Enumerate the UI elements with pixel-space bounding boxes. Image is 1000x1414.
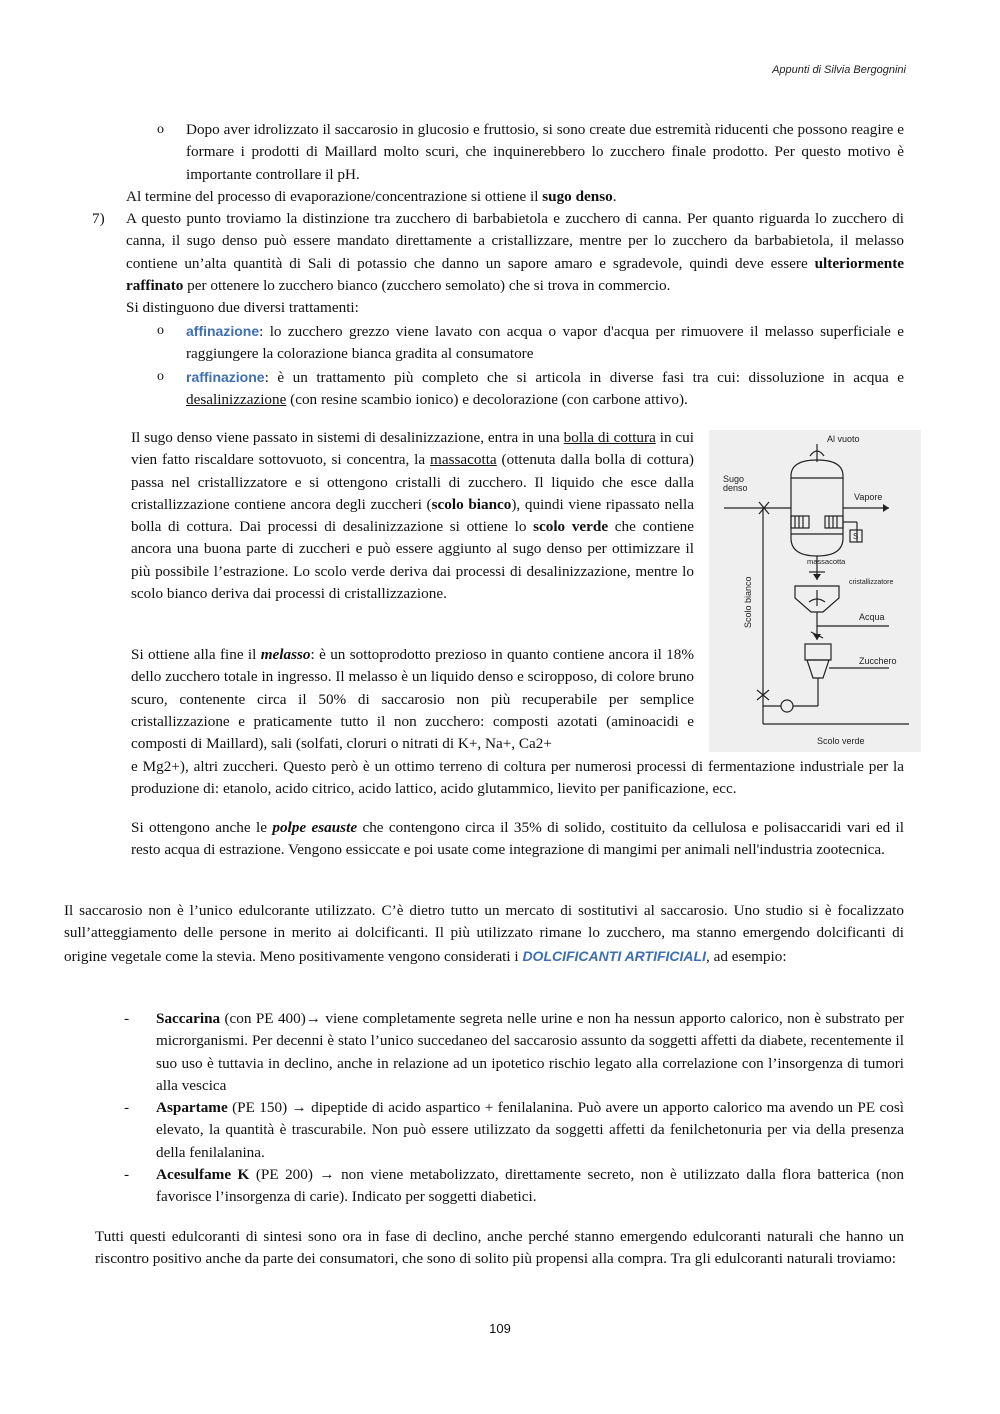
sugo-text: ), quindi viene ripassato nella bolla di cottura. Dai processi di desalinizzazione si ottiene lo xyxy=(131,495,694,536)
sweetener-text: dipeptide di acido aspartico + fenilalanina. Può avere un apporto calorico ma avendo un PE così elevato, la quantità è trascurabile. Non può essere utilizzato da soggetti affetti da fenilchetonuria per via della presenza della fenilalanina. xyxy=(156,1099,904,1161)
saccarosio-text: , ad esempio: xyxy=(705,947,787,965)
evap-bold: sugo denso xyxy=(542,188,613,205)
sweetener-acesulfame xyxy=(156,1164,904,1209)
evaporation-line xyxy=(126,186,906,208)
polpe-text: Si ottengono anche le xyxy=(131,819,273,836)
label-acqua: Acqua xyxy=(859,612,885,622)
item7-line2: Si distinguono due diversi trattamenti: xyxy=(126,299,359,316)
list-dash: - xyxy=(124,1099,130,1116)
label-sugo: Sugo xyxy=(723,474,745,484)
bullet-marker: o xyxy=(157,122,164,137)
label-denso: denso xyxy=(723,483,748,493)
final-paragraph: Tutti questi edulcoranti di sintesi sono ora in fase di declino, anche perché stanno emergendo edulcoranti naturali che hanno un riscontro positivo anche da parte dei consumatori, che sono di solito più propensi alla compra. Tra gli edulcoranti naturali troviamo: xyxy=(95,1228,904,1268)
sweetener-pe: (con PE 400) xyxy=(220,1010,306,1027)
evap-text: Al termine del processo di evaporazione/concentrazione si ottiene il xyxy=(126,188,543,205)
sweetener-saccarina xyxy=(156,1008,904,1097)
page-number: 109 xyxy=(489,1321,511,1336)
term-affinazione: affinazione xyxy=(186,323,260,339)
sweetener-pe: (PE 150) xyxy=(227,1099,292,1116)
sweetener-aspartame xyxy=(156,1097,904,1164)
sugo-text: Il sugo denso viene passato in sistemi di desalinizzazione, entra in una xyxy=(131,429,564,446)
label-massacotta: massacotta xyxy=(807,557,846,566)
sugo-paragraph xyxy=(131,427,694,605)
arrow-icon: → xyxy=(291,1099,307,1116)
item7-text-end: per ottenere lo zucchero bianco (zucchero semolato) che si trova in commercio. xyxy=(183,276,671,294)
sugo-underlined: bolla di cottura xyxy=(563,429,656,446)
melasso-text: Si ottiene alla fine il xyxy=(131,646,261,663)
page-header: Appunti di Silvia Bergognini xyxy=(772,64,906,76)
sweetener-pe: (PE 200) xyxy=(249,1166,320,1183)
item-number: 7) xyxy=(92,210,105,227)
sweetener-text: viene completamente segreta nelle urine e non ha nessun apporto calorico, non è substrato per microrganismi. Per decenni è stato l’unico succedaneo del saccarosio assunto da soggetti affetti da diabete, recentemente il suo uso è tuttavia in declino, anche in relazione ad un ipotetico rischio legato alla correlazione con l’insorgenza di tumori alla vescica xyxy=(156,1010,904,1094)
label-vuoto: Al vuoto xyxy=(827,434,860,444)
label-scolo-bianco: Scolo bianco xyxy=(743,576,753,628)
treatment-affinazione xyxy=(186,320,904,366)
artificial-sweeteners-term: DOLCIFICANTI ARTIFICIALI xyxy=(522,947,706,964)
sugo-underlined: massacotta xyxy=(430,451,497,469)
melasso-text: : è un sottoprodotto prezioso in quanto contiene ancora il 18% dello zucchero totale in ingresso. Il melasso è un liquido denso e sciropposo, di colore bruno scuro, contenente circa il 50% di saccarosio non più recuperabile per semplice cristallizzazione e praticamente tutto il non zucchero: composti azotati (aminoacidi e composti di Maillard), sali (solfati, cloruri o nitrati di K+, Na+, Ca2+ xyxy=(131,646,694,753)
item7-bold: ulteriormente raffinato xyxy=(126,254,904,294)
label-s: S xyxy=(853,532,859,541)
sugo-bold: scolo bianco xyxy=(431,495,512,513)
label-scolo-verde: Scolo verde xyxy=(817,736,865,746)
affinazione-text: : lo zucchero grezzo viene lavato con acqua o vapor d'acqua per rimuovere il melasso superficiale e raggiungere la colorazione bianca gradita al consumatore xyxy=(186,323,904,363)
sweetener-name: Acesulfame K xyxy=(156,1166,250,1183)
melasso-term: melasso xyxy=(260,646,311,663)
label-zucchero: Zucchero xyxy=(859,656,897,666)
item7-text: A questo punto troviamo la distinzione tra zucchero di barbabietola e zucchero di canna. Per quanto riguarda lo zucchero di canna, il sugo denso può essere mandato direttamente a cristallizzare, mentre per lo zucchero da barbabietola, il melasso contiene un’alta quantità di Sali di potassio che danno un sapore amaro e sgradevole, quindi deve essere xyxy=(126,210,904,272)
sugo-text: (ottenuta dalla bolla di cottura) passa nel cristallizzatore e si ottengono cristalli di zucchero. Il liquido che esce dalla cristallizzazione contiene ancora degli zuccheri ( xyxy=(131,451,694,513)
sugar-crystallization-diagram xyxy=(709,430,921,752)
melasso-paragraph xyxy=(131,644,694,755)
saccarosio-paragraph xyxy=(64,900,904,968)
arrow-icon: → xyxy=(305,1010,321,1027)
bullet-marker: o xyxy=(157,323,164,338)
polpe-term: polpe esauste xyxy=(272,819,358,836)
sugo-text: in cui vien fatto riscaldare sottovuoto, si concentra, la xyxy=(131,429,694,469)
sugo-text: che contiene ancora una buona parte di zuccheri e può essere aggiunto al sugo denso per ottimizzare il più possibile l’estrazione. Lo scolo verde deriva dai processi di desalinizzazione, mentre lo scolo bianco deriva dai processi di cristallizzazione. xyxy=(131,518,694,603)
treatment-raffinazione xyxy=(186,366,904,412)
label-cristallizzatore: cristallizzatore xyxy=(849,579,894,586)
sweetener-name: Aspartame xyxy=(156,1099,228,1116)
raffinazione-text: : è un trattamento più completo che si articola in diverse fasi tra cui: dissoluzione in acqua e xyxy=(264,369,904,386)
list-dash: - xyxy=(124,1166,130,1183)
sweetener-name: Saccarina xyxy=(156,1010,221,1027)
raffinazione-text-end: (con resine scambio ionico) e decolorazione (con carbone attivo). xyxy=(286,391,688,409)
label-vapore: Vapore xyxy=(854,492,883,502)
term-raffinazione: raffinazione xyxy=(186,369,265,385)
bullet-marker: o xyxy=(157,369,164,384)
melasso-continuation: e Mg2+), altri zuccheri. Questo però è un ottimo terreno di coltura per numerosi processi di fermentazione industriale per la produzione di: etanolo, acido citrico, acido lattico, acido glutammico, lievito per panificazione, ecc. xyxy=(131,758,904,798)
evap-end: . xyxy=(612,188,617,205)
hydrolysis-bullet: Dopo aver idrolizzato il saccarosio in glucosio e fruttosio, si sono create due estremità riducenti che possono reagire e formare i prodotti di Maillard molto scuri, che inquinerebbero lo zucchero finale prodotto. Per questo motivo è importante controllare il pH. xyxy=(186,121,904,183)
polpe-text: che contengono circa il 35% di solido, costituito da cellulosa e polisaccaridi vari ed il resto acqua di estrazione. Vengono essiccate e poi usate come integrazione di mangimi per animali nell'industria zootecnica. xyxy=(131,819,904,859)
sugo-bold: scolo verde xyxy=(533,518,609,536)
saccarosio-text: Il saccarosio non è l’unico edulcorante utilizzato. C’è dietro tutto un mercato di sostitutivi al saccarosio. Uno studio si è focalizzato sull’atteggiamento delle persone in merito ai dolcificanti. Il più utilizzato rimane lo zucchero, ma stanno emergendo dolcificanti di origine vegetale come la stevia. Meno positivamente vengono considerati i xyxy=(64,902,904,965)
arrow-icon: → xyxy=(319,1166,335,1183)
diagram-svg xyxy=(709,430,921,752)
raffinazione-underlined: desalinizzazione xyxy=(186,391,287,409)
item7-paragraph xyxy=(126,208,904,297)
list-dash: - xyxy=(124,1010,130,1027)
sweetener-text: non viene metabolizzato, direttamente secreto, non è utilizzato dalla flora batterica (non favorisce l’insorgenza di carie). Indicato per soggetti diabetici. xyxy=(156,1166,904,1206)
polpe-paragraph xyxy=(131,817,904,862)
